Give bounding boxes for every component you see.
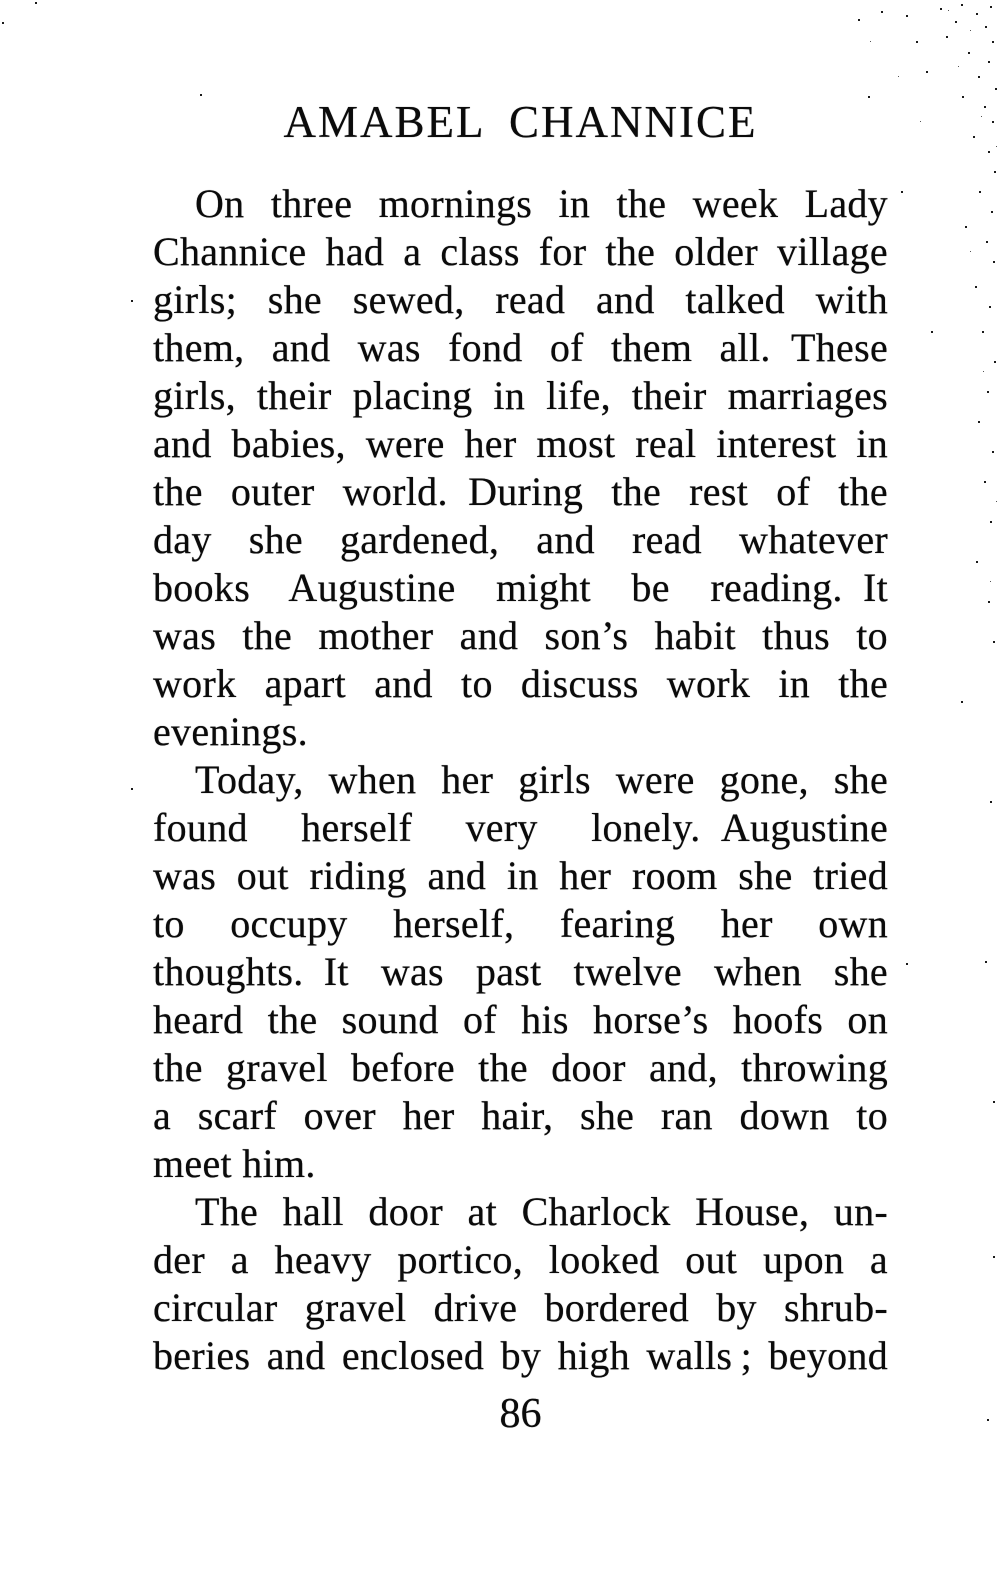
text-line: work apart and to discuss work in the [153, 661, 888, 706]
text-line: circular gravel drive bordered by shrub- [153, 1285, 888, 1330]
text-line: meet him. [153, 1141, 316, 1186]
text-line: girls; she sewed, read and talked with [153, 277, 888, 322]
text-line: evenings. [153, 709, 308, 754]
text-line: the gravel before the door and, throwing [153, 1045, 888, 1090]
text-line: found herself very lonely. Augustine [153, 805, 888, 850]
text-line: der a heavy portico, looked out upon a [153, 1237, 888, 1282]
page-number: 86 [499, 1391, 542, 1437]
text-line: day she gardened, and read whatever [153, 517, 888, 562]
text-line: thoughts. It was past twelve when she [153, 949, 888, 994]
text-line: Channice had a class for the older village [153, 229, 888, 274]
text-line: girls, their placing in life, their marriages [153, 373, 888, 418]
text-line: Today, when her girls were gone, she [195, 757, 888, 802]
text-line: the outer world. During the rest of the [153, 469, 888, 514]
text-line: to occupy herself, fearing her own [153, 901, 888, 946]
text-line: heard the sound of his horse’s hoofs on [153, 997, 888, 1042]
text-line: was out riding and in her room she tried [153, 853, 888, 898]
body-text [153, 180, 888, 1380]
page-title: AMABEL CHANNICE [283, 97, 758, 147]
text-line: was the mother and son’s habit thus to [153, 613, 888, 658]
text-line: The hall door at Charlock House, un- [195, 1189, 888, 1234]
scan-noise-specks-light [0, 0, 1, 1]
text-line: and babies, were her most real interest in [153, 421, 888, 466]
text-line: them, and was fond of them all. These [153, 325, 888, 370]
text-line: a scarf over her hair, she ran down to [153, 1093, 888, 1138]
text-line: On three mornings in the week Lady [195, 181, 888, 226]
text-line: beries and enclosed by high walls ; beyond [153, 1333, 888, 1378]
text-line: books Augustine might be reading. It [153, 565, 888, 610]
